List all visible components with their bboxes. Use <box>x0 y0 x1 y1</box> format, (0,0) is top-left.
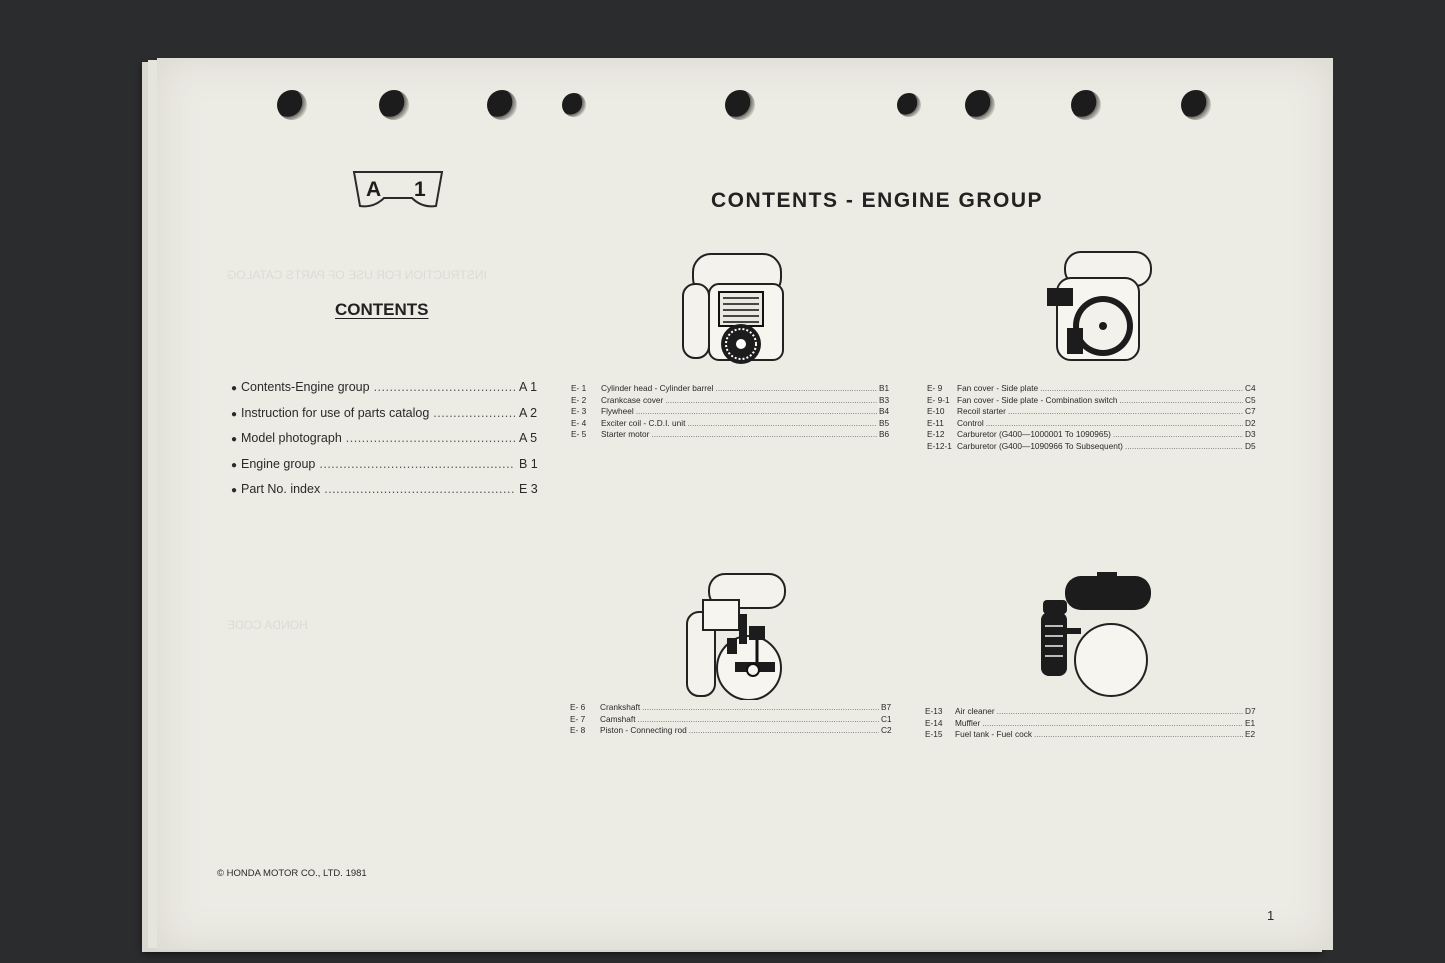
part-ref: B6 <box>879 429 890 440</box>
engine-crankshaft-piston-illustration <box>679 570 799 700</box>
part-code: E- 7 <box>570 713 586 724</box>
part-name: Flywheel <box>601 406 634 417</box>
part-name: Control <box>957 417 984 428</box>
page-title: CONTENTS - ENGINE GROUP <box>711 189 1044 212</box>
leader-dots <box>1119 395 1243 405</box>
leader-dots <box>1040 383 1243 393</box>
bullet-icon: ● <box>231 383 238 394</box>
part-ref: E2 <box>1245 729 1256 740</box>
contents-item[interactable] <box>231 457 541 483</box>
part-ref: C7 <box>1245 406 1256 417</box>
list-item[interactable] <box>571 406 901 418</box>
list-item[interactable] <box>925 729 1267 741</box>
leader-dots <box>986 418 1243 428</box>
list-item[interactable] <box>571 395 901 407</box>
leader-dots <box>642 702 879 712</box>
section-badge <box>350 170 446 210</box>
leader-dots <box>716 383 877 393</box>
show-through-text: INSTRUCTION FOR USE OF PARTS CATALOG <box>227 268 487 282</box>
leader-dots <box>1125 441 1243 451</box>
part-ref: B1 <box>879 383 890 393</box>
contents-item[interactable] <box>231 380 541 406</box>
contents-item-label: Part No. index <box>241 482 321 496</box>
list-item[interactable] <box>925 706 1267 718</box>
part-name: Carburetor (G400—1090966 To Subsequent) <box>957 440 1123 451</box>
leader-dots <box>433 406 515 420</box>
binder-hole <box>965 90 995 120</box>
bullet-icon: ● <box>231 485 238 496</box>
list-item[interactable] <box>927 441 1267 453</box>
part-name: Piston - Connecting rod <box>600 725 687 736</box>
list-item[interactable] <box>570 725 903 737</box>
contents-item-label: Engine group <box>241 456 316 471</box>
part-name: Recoil starter <box>957 406 1006 417</box>
binder-hole <box>277 90 307 120</box>
leader-dots <box>636 406 877 416</box>
engine-fan-cover-illustration <box>1037 248 1157 368</box>
part-ref: C5 <box>1245 394 1256 405</box>
contents-item-ref: E 3 <box>519 482 538 496</box>
contents-item-label: Contents-Engine group <box>241 380 370 394</box>
part-ref: D2 <box>1245 417 1256 428</box>
part-name: Starter motor <box>601 429 650 440</box>
part-code: E- 1 <box>571 383 587 393</box>
part-name: Carburetor (G400—1000001 To 1090965) <box>957 429 1111 440</box>
part-name: Muffler <box>955 717 981 728</box>
part-name: Crankcase cover <box>601 394 664 405</box>
contents-item-label: Model photograph <box>241 431 342 445</box>
part-name: Fuel tank - Fuel cock <box>955 729 1033 740</box>
part-code: E- 5 <box>571 429 587 440</box>
part-name: Fan cover - Side plate - Combination switch <box>957 394 1118 405</box>
part-ref: D3 <box>1245 429 1256 440</box>
show-through-text: HONDA CODE <box>227 618 308 632</box>
contents-list <box>231 380 541 508</box>
list-item[interactable] <box>570 702 903 714</box>
part-ref: C4 <box>1245 383 1256 393</box>
part-ref: D7 <box>1245 706 1256 716</box>
list-item[interactable] <box>571 418 901 430</box>
part-ref: C2 <box>881 725 892 736</box>
leader-dots <box>687 418 877 428</box>
parts-list-bottom-right <box>925 706 1267 741</box>
part-name: Crankshaft <box>600 702 641 712</box>
part-ref: B5 <box>879 417 890 428</box>
leader-dots <box>665 395 877 405</box>
contents-item-label: Instruction for use of parts catalog <box>241 405 430 420</box>
badge-number: 1 <box>414 178 426 201</box>
leader-dots <box>1034 729 1243 739</box>
part-code: E-13 <box>925 706 943 716</box>
binder-hole <box>1071 90 1101 120</box>
binder-hole <box>1181 90 1211 120</box>
part-code: E-15 <box>925 729 943 740</box>
badge-letter: A <box>366 178 382 201</box>
contents-item[interactable] <box>231 406 541 432</box>
list-item[interactable] <box>927 406 1267 418</box>
page-number: 1 <box>1267 908 1275 923</box>
leader-dots <box>997 706 1243 716</box>
leader-dots <box>638 714 879 724</box>
bullet-icon: ● <box>231 408 238 420</box>
leader-dots <box>689 725 879 735</box>
part-name: Exciter coil - C.D.I. unit <box>601 417 686 428</box>
leader-dots <box>651 429 877 439</box>
part-name: Air cleaner <box>955 706 995 716</box>
parts-list-top-right <box>927 383 1267 453</box>
contents-item[interactable] <box>231 482 541 508</box>
binder-hole <box>725 90 755 120</box>
list-item[interactable] <box>927 383 1267 395</box>
leader-dots <box>324 482 515 496</box>
binder-hole <box>562 93 586 117</box>
copyright-notice: © HONDA MOTOR CO., LTD. 1981 <box>217 868 367 879</box>
part-code: E- 3 <box>571 406 587 417</box>
part-code: E-11 <box>927 417 944 428</box>
parts-list-bottom-left <box>570 702 903 737</box>
contents-item-ref: A 2 <box>519 405 538 420</box>
leader-dots <box>346 431 515 445</box>
engine-cylinder-flywheel-illustration <box>679 248 789 368</box>
list-item[interactable] <box>927 429 1267 441</box>
contents-item-ref: B 1 <box>519 456 538 471</box>
list-item[interactable] <box>927 418 1267 430</box>
list-item[interactable] <box>925 718 1267 730</box>
part-code: E-10 <box>927 406 945 417</box>
list-item[interactable] <box>571 383 901 395</box>
leader-dots <box>319 457 515 471</box>
part-name: Cylinder head - Cylinder barrel <box>601 383 714 393</box>
part-ref: B3 <box>879 394 890 405</box>
binder-hole <box>379 90 409 120</box>
part-code: E- 2 <box>571 394 587 405</box>
part-name: Fan cover - Side plate <box>957 383 1039 393</box>
part-code: E- 9 <box>927 383 943 393</box>
binder-hole <box>487 90 517 120</box>
part-code: E- 4 <box>571 417 587 428</box>
binder-hole <box>897 93 921 117</box>
leader-dots <box>374 380 515 394</box>
list-item[interactable] <box>570 714 903 726</box>
leader-dots <box>982 718 1243 728</box>
part-ref: C1 <box>881 713 892 724</box>
part-ref: E1 <box>1245 717 1256 728</box>
contents-heading: CONTENTS <box>335 300 429 319</box>
contents-item[interactable] <box>231 431 541 457</box>
part-code: E-14 <box>925 717 943 728</box>
leader-dots <box>1113 429 1243 439</box>
engine-fuel-tank-illustration <box>1037 570 1157 700</box>
contents-item-ref: A 5 <box>519 431 538 445</box>
bullet-icon: ● <box>231 459 238 471</box>
part-code: E-12 <box>927 429 945 440</box>
part-ref: D5 <box>1245 440 1256 451</box>
part-ref: B7 <box>881 702 892 712</box>
list-item[interactable] <box>571 429 901 441</box>
part-code: E- 9-1 <box>927 394 950 405</box>
part-code: E-12-1 <box>927 440 952 451</box>
part-name: Camshaft <box>600 713 636 724</box>
leader-dots <box>1008 406 1243 416</box>
catalog-page <box>157 58 1333 950</box>
parts-list-top-left <box>571 383 901 441</box>
part-ref: B4 <box>879 406 890 417</box>
part-code: E- 8 <box>570 725 586 736</box>
bullet-icon: ● <box>231 434 238 445</box>
list-item[interactable] <box>927 395 1267 407</box>
contents-item-ref: A 1 <box>519 380 538 394</box>
part-code: E- 6 <box>570 702 586 712</box>
